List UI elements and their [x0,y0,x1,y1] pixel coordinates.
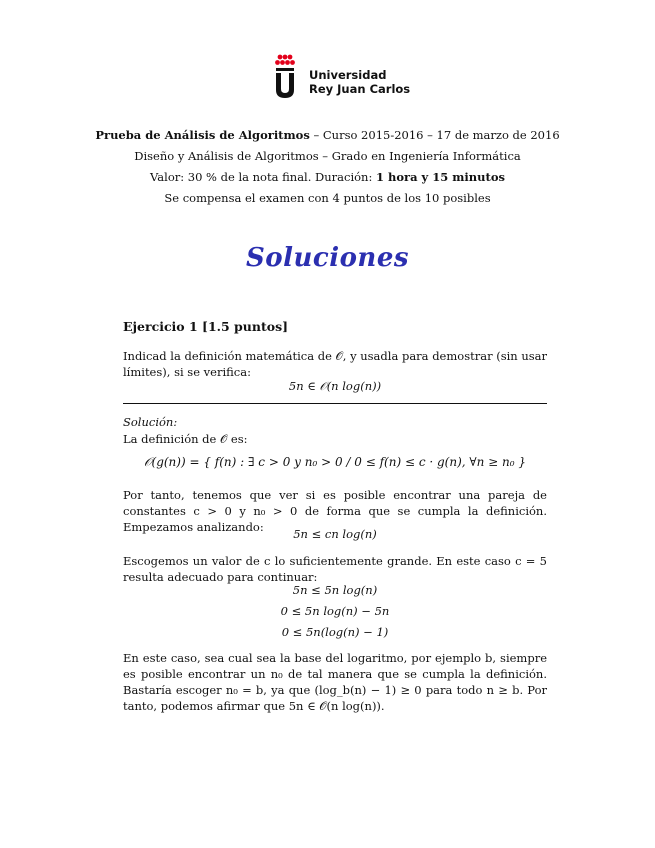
exam-name: Prueba de Análisis de Algoritmos [95,128,310,142]
solutions-title: Soluciones [245,243,410,273]
exercise-statement: Indicad la definición matemática de 𝒪, y usadla para demostrar (sin usar límites), si se verifica: [123,349,548,379]
exam-compensation-note: Se compensa el examen con 4 puntos de los 10 posibles [164,191,491,205]
solution-label: Solución: [123,415,178,429]
solution-paragraph-4: En este caso, sea cual sea la base del logaritmo, por ejemplo b, siempre es posible encontrar un n₀ de tal manera que se cumpla la definición. Bastaría escoger n₀ = b, ya que (log_b(n) − 1) ≥ 0 para todo n ≥ b. Por tanto, podemos afirmar que 5n ∈ 𝒪(n log(n)). [123,651,547,713]
solution-paragraph-3: Escogemos un valor de c lo suficientemente grande. En este caso c = 5 resulta adecuado para continuar: [123,554,547,584]
big-o-definition: 𝒪(g(n)) = { f(n) : ∃ c > 0 y n₀ > 0 / 0 ≤ f(n) ≤ c · g(n), ∀n ≥ n₀ } [143,455,527,469]
university-name-line2: Rey Juan Carlos [309,82,411,96]
equation-c: 0 ≤ 5n log(n) − 5n [280,604,390,618]
section-divider [123,403,547,404]
urjc-emblem-icon [273,53,297,99]
exam-course-date: – Curso 2015-2016 – 17 de marzo de 2016 [309,128,560,142]
solution-intro: La definición de 𝒪 es: [123,432,248,446]
university-name-line1: Universidad [309,68,387,82]
exam-value: Valor: 30 % de la nota final. Duración: [150,170,376,184]
university-name [309,68,410,96]
university-logo [273,53,411,99]
exam-subject: Diseño y Análisis de Algoritmos – Grado en Ingeniería Informática [134,149,521,163]
equation-a: 5n ≤ cn log(n) [293,527,377,541]
exercise-title: Ejercicio 1 [1.5 puntos] [123,319,289,334]
exam-duration: 1 hora y 15 minutos [376,170,505,184]
solution-paragraph-2: Por tanto, tenemos que ver si es posible encontrar una pareja de constantes c > 0 y n₀ > 0 de forma que se cumpla la definición. Empezamos analizando: [123,488,547,534]
exam-value-duration [0,170,655,184]
exam-header-title [0,128,655,142]
equation-d: 0 ≤ 5n(log(n) − 1) [281,625,389,639]
equation-b: 5n ≤ 5n log(n) [292,583,378,597]
exercise-formula: 5n ∈ 𝒪(n log(n)) [288,379,382,393]
